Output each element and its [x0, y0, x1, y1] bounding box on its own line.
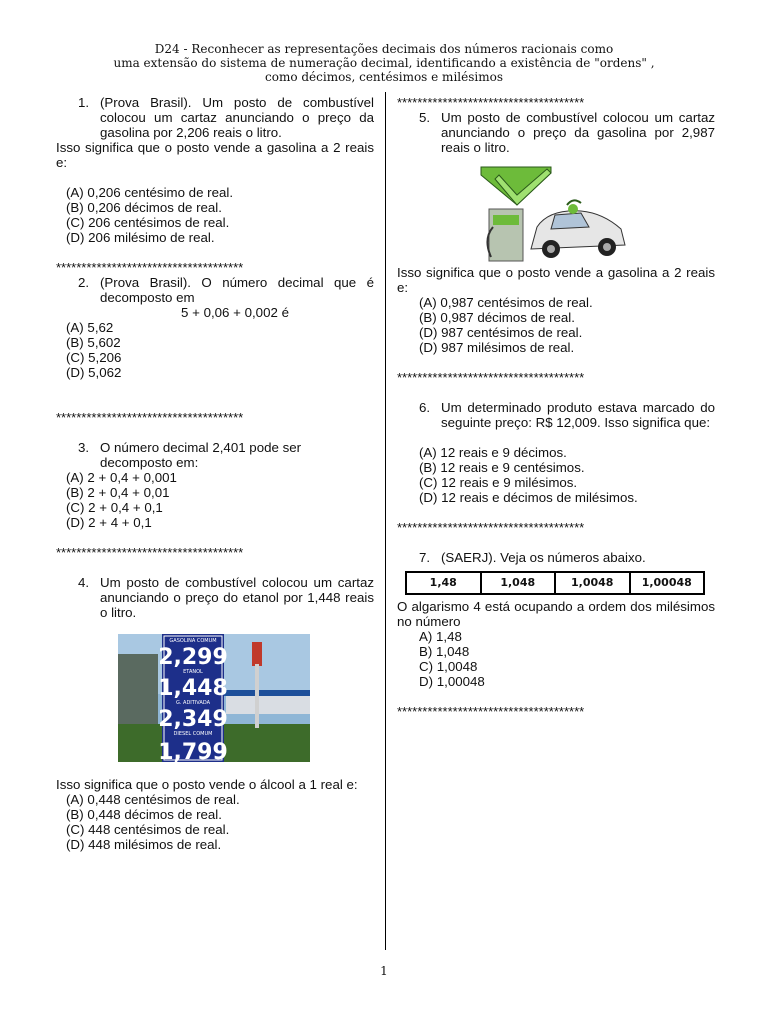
page-header	[0, 42, 768, 84]
question-number: 6.	[419, 400, 431, 415]
header-line-1: D24 - Reconhecer as representações decimais dos números racionais como	[154, 42, 614, 56]
option-c: (C) 2 + 0,4 + 0,1	[66, 500, 163, 515]
question-text: Um posto de combustível colocou um cartaz anunciando o preço do etanol por 1,448 reais o litro.	[100, 575, 374, 620]
option-a: (A) 0,987 centésimos de real.	[419, 295, 593, 310]
option-a: (A) 2 + 0,4 + 0,001	[66, 470, 177, 485]
question-text: Um posto de combustível colocou um cartaz anunciando o preço da gasolina por 2,987 reais o litro.	[441, 110, 715, 155]
question-text: (Prova Brasil). O número decimal que é decomposto em	[100, 275, 374, 305]
option-d: (D) 987 milésimos de real.	[419, 340, 575, 355]
number-cell: 1,48	[407, 573, 482, 593]
number-cell: 1,0048	[556, 573, 631, 593]
option-d: (D) 12 reais e décimos de milésimos.	[419, 490, 638, 505]
sign-label: DIESEL COMUM	[173, 731, 213, 737]
separator: *************************************	[397, 704, 585, 719]
question-5	[397, 110, 715, 155]
option-a: (A) 12 reais e 9 décimos.	[419, 445, 567, 460]
question-number: 4.	[78, 575, 90, 590]
option-a: (A) 0,448 centésimos de real.	[66, 792, 240, 807]
question-stem: Isso significa que o posto vende a gasolina a 2 reais e:	[56, 140, 374, 170]
option-c: (D) 987 centésimos de real.	[419, 325, 583, 340]
option-a: (A) 0,206 centésimo de real.	[66, 185, 234, 200]
question-number: 2.	[78, 275, 90, 290]
option-c: (C) 5,206	[66, 350, 122, 365]
column-divider	[385, 92, 386, 950]
option-c: (C) 206 centésimos de real.	[66, 215, 230, 230]
gas-station-clipart	[477, 165, 629, 265]
question-3	[56, 440, 374, 470]
question-2	[56, 275, 374, 305]
sign-price: 2,299	[158, 645, 228, 670]
question-stem: O algarismo 4 está ocupando a ordem dos milésimos no número	[397, 599, 715, 629]
option-c: (C) 448 centésimos de real.	[66, 822, 230, 837]
separator: *************************************	[56, 410, 244, 425]
question-1	[56, 95, 374, 140]
separator: *************************************	[56, 260, 244, 275]
sign-label: GASOLINA COMUM	[169, 638, 217, 644]
question-number: 1.	[78, 95, 90, 110]
option-d: (D) 206 milésimo de real.	[66, 230, 215, 245]
option-a: (A) 5,62	[66, 320, 114, 335]
fuel-price-sign-photo	[118, 634, 310, 762]
question-4	[56, 575, 374, 620]
separator: *************************************	[397, 370, 585, 385]
header-line-3: como décimos, centésimos e milésimos	[265, 70, 503, 84]
option-b: B) 1,048	[419, 644, 470, 659]
question-6	[397, 400, 715, 430]
question-text: (SAERJ). Veja os números abaixo.	[441, 550, 646, 565]
question-text: O número decimal 2,401 pode ser decomposto em:	[100, 440, 302, 470]
separator: *************************************	[56, 545, 244, 560]
option-b: (B) 0,206 décimos de real.	[66, 200, 222, 215]
option-d: (D) 5,062	[66, 365, 122, 380]
question-stem: Isso significa que o posto vende a gasolina a 2 reais e:	[397, 265, 715, 295]
sign-price: 1,448	[158, 676, 228, 701]
number-cell: 1,048	[482, 573, 557, 593]
sign-label: ETANOL	[183, 669, 203, 675]
option-d: (D) 448 milésimos de real.	[66, 837, 222, 852]
option-c: C) 1,0048	[419, 659, 478, 674]
option-b: (B) 0,987 décimos de real.	[419, 310, 575, 325]
sign-label: G. ADITIVADA	[175, 700, 211, 706]
question-number: 5.	[419, 110, 431, 125]
question-text: (Prova Brasil). Um posto de combustível colocou um cartaz anunciando o preço da gasolina por 2,206 reais o litro.	[100, 95, 374, 140]
sign-price: 2,349	[158, 707, 228, 732]
numbers-table	[405, 571, 705, 595]
separator: *************************************	[397, 95, 585, 110]
left-column	[56, 95, 374, 852]
option-d: (D) 2 + 4 + 0,1	[66, 515, 152, 530]
option-a: A) 1,48	[419, 629, 462, 644]
page-number: 1	[380, 964, 388, 978]
option-c: (C) 12 reais e 9 milésimos.	[419, 475, 578, 490]
question-text: Um determinado produto estava marcado do seguinte preço: R$ 12,009. Isso significa que:	[441, 400, 715, 430]
option-b: (B) 2 + 0,4 + 0,01	[66, 485, 170, 500]
sign-price: 1,799	[158, 740, 228, 762]
question-stem: Isso significa que o posto vende o álcool a 1 real e:	[56, 777, 358, 792]
question-7	[397, 550, 715, 565]
header-line-2: uma extensão do sistema de numeração decimal, identificando a existência de "ordens" ,	[113, 56, 655, 70]
option-b: (B) 12 reais e 9 centésimos.	[419, 460, 585, 475]
right-column	[397, 95, 715, 719]
question-number: 3.	[78, 440, 90, 455]
question-number: 7.	[419, 550, 431, 565]
separator: *************************************	[397, 520, 585, 535]
decomposition-expression: 5 + 0,06 + 0,002 é	[181, 305, 289, 320]
option-b: (B) 5,602	[66, 335, 121, 350]
option-b: (B) 0,448 décimos de real.	[66, 807, 222, 822]
number-cell: 1,00048	[641, 576, 692, 589]
option-d: D) 1,00048	[419, 674, 485, 689]
